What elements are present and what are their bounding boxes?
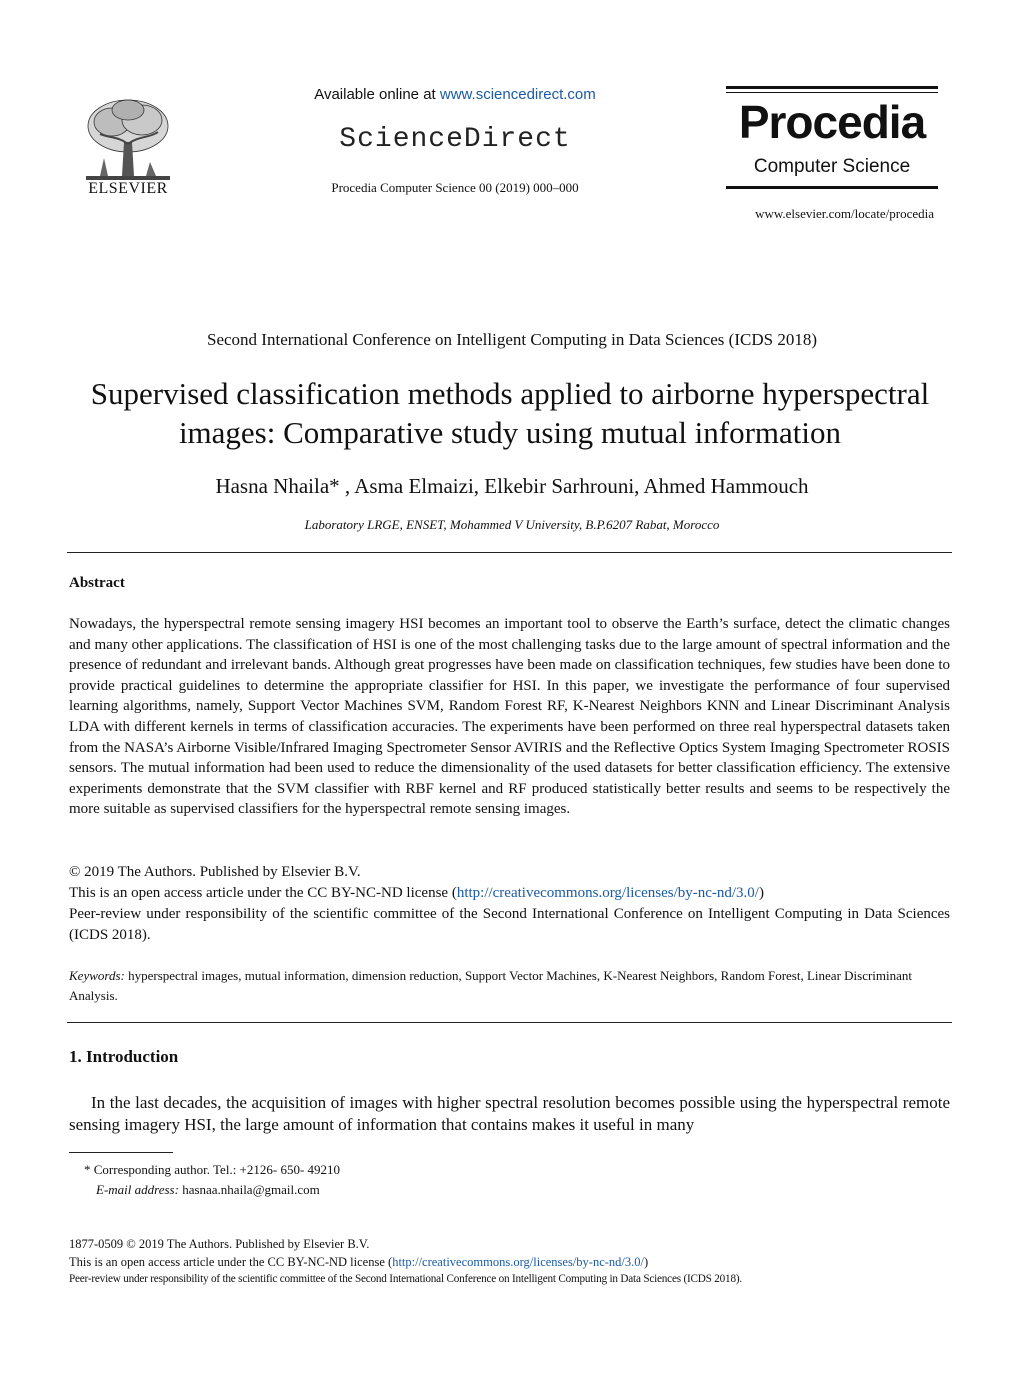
sciencedirect-link[interactable]: www.sciencedirect.com <box>439 86 596 103</box>
bottom-license-link[interactable]: http://creativecommons.org/licenses/by-nc-nd/3.0/ <box>392 1254 644 1269</box>
procedia-title: Procedia <box>738 96 926 148</box>
divider-top <box>67 552 952 553</box>
license-suffix: ) <box>758 885 764 901</box>
procedia-logo <box>726 86 938 190</box>
bottom-notice <box>69 1236 969 1289</box>
divider-bottom <box>67 1022 952 1023</box>
peer-review-line: Peer-review under responsibility of the scientific committee of the Second International Conference on Intelligent Computing in Data Sciences (ICDS 2018). <box>69 906 950 943</box>
abstract-heading: Abstract <box>69 575 125 591</box>
license-link[interactable]: http://creativecommons.org/licenses/by-nc-nd/3.0/ <box>456 885 759 901</box>
paper-title <box>50 374 970 452</box>
license-prefix: This is an open access article under the CC BY-NC-ND license ( <box>69 885 457 901</box>
title-line-2: images: Comparative study using mutual information <box>178 415 842 450</box>
title-line-1: Supervised classification methods applied to airborne hyperspectral <box>90 376 930 411</box>
bottom-license-prefix: This is an open access article under the CC BY-NC-ND license ( <box>69 1254 393 1269</box>
keywords-text: hyperspectral images, mutual information, dimension reduction, Support Vector Machines, K-Nearest Neighbors, Random Forest, Linear Discriminant Analysis. <box>69 968 913 1003</box>
introduction-heading: 1. Introduction <box>69 1047 179 1066</box>
bottom-license-suffix: ) <box>643 1254 649 1269</box>
copyright-block <box>69 862 950 946</box>
procedia-top-rule-thin <box>726 92 938 93</box>
available-online <box>260 86 650 103</box>
introduction-body: In the last decades, the acquisition of images with higher spectral resolution becomes possible using the hyperspectral remote sensing imagery HSI, the large amount of information that contains makes it useful in many <box>69 1093 950 1134</box>
conference-name: Second International Conference on Intelligent Computing in Data Sciences (ICDS 2018) <box>207 330 817 349</box>
email-label: E-mail address: <box>96 1182 179 1197</box>
keywords <box>69 966 950 1006</box>
elsevier-wordmark: ELSEVIER <box>88 180 168 197</box>
procedia-top-rule <box>726 86 938 89</box>
elsevier-url[interactable]: www.elsevier.com/locate/procedia <box>755 206 934 221</box>
footnote <box>84 1160 784 1200</box>
bottom-license-line <box>69 1254 969 1272</box>
keywords-label: Keywords: <box>69 968 125 983</box>
license-line <box>69 883 950 904</box>
journal-citation: Procedia Computer Science 00 (2019) 000–000 <box>331 180 579 195</box>
sciencedirect-wordmark: ScienceDirect <box>339 124 571 155</box>
copyright-line: © 2019 The Authors. Published by Elsevier B.V. <box>69 864 361 880</box>
email-address[interactable]: hasnaa.nhaila@gmail.com <box>178 1182 320 1197</box>
issn-line: 1877-0509 © 2019 The Authors. Published by Elsevier B.V. <box>69 1237 370 1251</box>
abstract-text: Nowadays, the hyperspectral remote sensing imagery HSI becomes an important tool to observe the Earth’s surface, detect the climatic changes and many other applications. The classification of HSI is one of the most challenging tasks due to the large amount of spectral information and the presence of redundant and irrelevant bands. Although great progresses have been made on classification techniques, few studies have been done to provide practical guidelines to determine the appropriate classifier for HSI. In this paper, we investigate the performance of four supervised learning algorithms, namely, Support Vector Machines SVM, Random Forest RF, K-Nearest Neighbors KNN and Linear Discriminant Analysis LDA with different kernels in terms of classification accuracies. The experiments have been performed on three real hyperspectral datasets taken from the NASA’s Airborne Visible/Infrared Imaging Spectrometer Sensor AVIRIS and the Reflective Optics System Imaging Spectrometer ROSIS sensors. The mutual information had been used to reduce the dimensionality of the used datasets for better classification efficiency. The extensive experiments demonstrate that the SVM classifier with RBF kernel and RF produced statistically better results and seems to be respectively the more suitable as supervised classifiers for the hyperspectral remote sensing images. <box>69 616 950 818</box>
email-line <box>84 1180 784 1200</box>
bottom-peer-review: Peer-review under responsibility of the scientific committee of the Second International Conference on Intelligent Computing in Data Sciences (ICDS 2018). <box>69 1273 742 1285</box>
affiliation: Laboratory LRGE, ENSET, Mohammed V University, B.P.6207 Rabat, Morocco <box>304 517 720 532</box>
procedia-subtitle: Computer Science <box>753 156 911 177</box>
footnote-rule <box>69 1152 173 1153</box>
authors: Hasna Nhaila* , Asma Elmaizi, Elkebir Sarhrouni, Ahmed Hammouch <box>215 474 809 498</box>
introduction-text <box>69 1092 950 1136</box>
corresponding-author: * Corresponding author. Tel.: +2126- 650- 49210 <box>84 1162 341 1177</box>
available-prefix: Available online at <box>314 86 436 103</box>
procedia-bottom-rule <box>726 186 938 189</box>
